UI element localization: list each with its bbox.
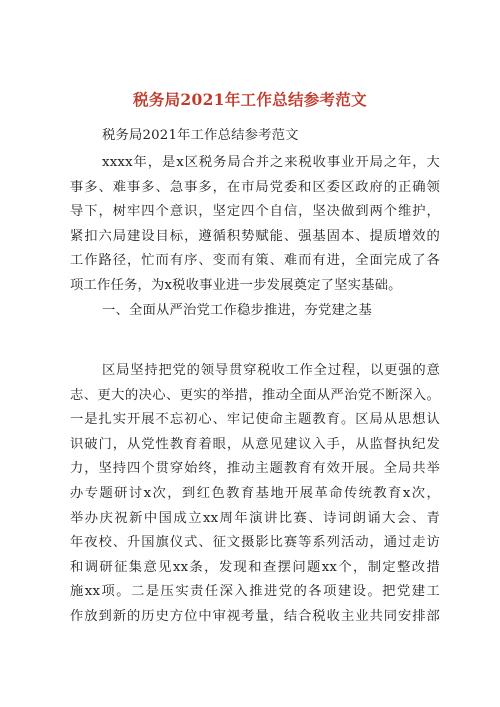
paragraph-line: 一是扎实开展不忘初心、牢记使命主题教育。区局从思想认 [70, 412, 440, 428]
paragraph-line: xxxx年，是x区税务局合并之来税收事业开局之年，大 [102, 155, 440, 170]
paragraph-line: 工作路径，忙而有序、变而有策、难而有进，全面完成了各 [70, 253, 440, 269]
paragraph-line: 办专题研讨x次，到红色教育基地开展革命传统教育x次， [70, 485, 440, 501]
paragraph-line: 施xx项。二是压实责任深入推进党的各项建设。把党建工 [70, 584, 440, 600]
intro-paragraph [70, 151, 440, 323]
paragraph-line: 力，坚持四个贯穿始终，推动主题教育有效开展。全局共举 [70, 461, 440, 477]
paragraph-line: 和调研征集意见xx条，发现和查摆问题xx个，制定整改措 [70, 559, 440, 575]
paragraph-line: 志、更大的决心、更实的举措，推动全面从严治党不断深入。 [70, 387, 440, 403]
paragraph-line: 区局坚持把党的领导贯穿税收工作全过程，以更强的意 [102, 363, 440, 378]
paragraph-line: 紧扣六局建设目标，遵循积势赋能、强基固本、提质增效的 [70, 228, 440, 244]
paragraph-line: 年夜校、升国旗仪式、征文摄影比赛等系列活动，通过走访 [70, 535, 440, 551]
section-heading: 一、全面从严治党工作稳步推进，夯党建之基 [102, 302, 372, 318]
paragraph-line: 事多、难事多、急事多，在市局党委和区委区政府的正确领 [70, 179, 440, 195]
paragraph-line: 导下，树牢四个意识，坚定四个自信，坚决做到两个维护， [70, 204, 440, 220]
document-title: 税务局2021年工作总结参考范文 [133, 90, 367, 109]
paragraph-line: 识破门，从党性教育着眼，从意见建议入手，从监督执纪发 [70, 436, 440, 452]
section-paragraph [70, 359, 440, 630]
paragraph-line: 项工作任务，为x税收事业进一步发展奠定了坚实基础。 [70, 277, 402, 293]
subtitle-paragraph [70, 124, 440, 149]
paragraph-line: 举办庆祝新中国成立xx周年演讲比赛、诗词朗诵大会、青 [70, 510, 440, 526]
paragraph-line: 税务局2021年工作总结参考范文 [102, 128, 299, 143]
paragraph-line: 作放到新的历史方位中审视考量，结合税收主业共同安排部 [70, 608, 440, 624]
